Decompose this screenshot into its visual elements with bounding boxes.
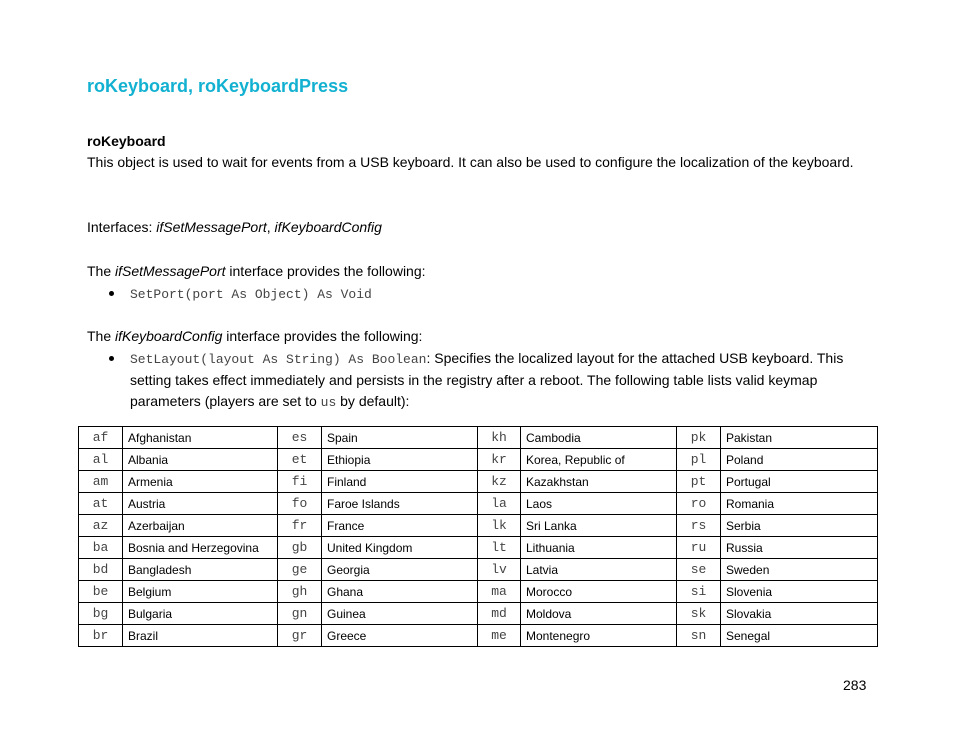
keymap-code: gh [278,581,322,603]
country-name: Slovakia [721,603,878,625]
method-description-end: by default): [336,393,410,409]
keymap-table [78,426,878,647]
interfaces-separator: , [266,219,275,235]
table-row [79,471,878,493]
section-heading: roKeyboard [87,133,166,149]
table-row [79,427,878,449]
country-name: Senegal [721,625,878,647]
keymap-code: fr [278,515,322,537]
keymap-code: es [278,427,322,449]
keymap-code: al [79,449,123,471]
keymap-code: gn [278,603,322,625]
kbconfig-method-list [87,348,877,413]
country-name: Poland [721,449,878,471]
table-row [79,603,878,625]
country-name: Bulgaria [123,603,278,625]
keymap-code: rs [677,515,721,537]
object-description: This object is used to wait for events from a USB keyboard. It can also be used to configure the localization of the keyboard. [87,154,854,170]
table-row [79,515,878,537]
keymap-code: be [79,581,123,603]
keymap-code: ma [478,581,521,603]
country-name: France [322,515,478,537]
keymap-code: et [278,449,322,471]
table-row [79,449,878,471]
keymap-code: gr [278,625,322,647]
country-name: Finland [322,471,478,493]
country-name: Belgium [123,581,278,603]
country-name: Faroe Islands [322,493,478,515]
country-name: Brazil [123,625,278,647]
country-name: Pakistan [721,427,878,449]
keymap-code: ru [677,537,721,559]
method-description: : Specifies the localized layout for the attached USB keyboard. This setting takes effect immediately and persists in the registry after a reboot. The following table lists valid keymap parameters (players are set to [130,350,844,409]
country-name: Korea, Republic of [521,449,677,471]
country-name: Moldova [521,603,677,625]
country-name: Albania [123,449,278,471]
country-name: Afghanistan [123,427,278,449]
country-name: Bosnia and Herzegovina [123,537,278,559]
keymap-code: bd [79,559,123,581]
keymap-code: sk [677,603,721,625]
keymap-code: ba [79,537,123,559]
msgport-intro [87,260,867,282]
keymap-code: fo [278,493,322,515]
keymap-code: gb [278,537,322,559]
keymap-code: sn [677,625,721,647]
table-row [79,537,878,559]
country-name: Romania [721,493,878,515]
keymap-code: ro [677,493,721,515]
table-row [79,559,878,581]
country-name: Austria [123,493,278,515]
keymap-code: la [478,493,521,515]
keymap-code: kh [478,427,521,449]
country-name: Spain [322,427,478,449]
keymap-code: si [677,581,721,603]
list-item [87,283,877,305]
keymap-code: md [478,603,521,625]
bullet-icon [109,291,114,296]
keymap-code: kr [478,449,521,471]
country-name: Slovenia [721,581,878,603]
default-keymap-code: us [320,395,337,410]
interface-name: ifSetMessagePort [156,219,267,235]
country-name: Guinea [322,603,478,625]
keymap-code: at [79,493,123,515]
country-name: Greece [322,625,478,647]
intro-text: The [87,328,116,344]
method-signature: SetPort(port As Object) As Void [130,287,372,302]
country-name: Armenia [123,471,278,493]
country-name: Montenegro [521,625,677,647]
bullet-icon [109,356,114,361]
keymap-code: lk [478,515,521,537]
country-name: United Kingdom [322,537,478,559]
page-number: 283 [843,677,867,693]
intro-text: interface provides the following: [222,328,423,344]
country-name: Azerbaijan [123,515,278,537]
country-name: Sweden [721,559,878,581]
keymap-code: pk [677,427,721,449]
intro-text: The [87,263,116,279]
keymap-code: fi [278,471,322,493]
table-row [79,625,878,647]
keymap-table-body [79,427,878,647]
country-name: Russia [721,537,878,559]
interfaces-line [87,216,867,238]
keymap-code: af [79,427,123,449]
table-row [79,581,878,603]
keymap-code: me [478,625,521,647]
country-name: Laos [521,493,677,515]
keymap-code: pt [677,471,721,493]
interfaces-label: Interfaces: [87,219,157,235]
country-name: Georgia [322,559,478,581]
country-name: Serbia [721,515,878,537]
country-name: Ghana [322,581,478,603]
msgport-method-list [87,283,877,305]
country-name: Kazakhstan [521,471,677,493]
list-item [87,348,877,413]
country-name: Ethiopia [322,449,478,471]
country-name: Morocco [521,581,677,603]
kbconfig-intro [87,325,867,347]
keymap-code: lt [478,537,521,559]
country-name: Portugal [721,471,878,493]
table-row [79,493,878,515]
interface-name: ifKeyboardConfig [274,219,382,235]
keymap-code: br [79,625,123,647]
keymap-code: bg [79,603,123,625]
keymap-code: ge [278,559,322,581]
country-name: Cambodia [521,427,677,449]
country-name: Bangladesh [123,559,278,581]
interface-name: ifKeyboardConfig [115,328,223,344]
page-title: roKeyboard, roKeyboardPress [87,76,349,96]
keymap-code: am [79,471,123,493]
keymap-code: se [677,559,721,581]
keymap-code: pl [677,449,721,471]
keymap-code: az [79,515,123,537]
interface-name: ifSetMessagePort [115,263,226,279]
keymap-code: kz [478,471,521,493]
country-name: Latvia [521,559,677,581]
keymap-code: lv [478,559,521,581]
method-signature: SetLayout(layout As String) As Boolean [130,352,427,367]
country-name: Lithuania [521,537,677,559]
country-name: Sri Lanka [521,515,677,537]
intro-text: interface provides the following: [225,263,426,279]
